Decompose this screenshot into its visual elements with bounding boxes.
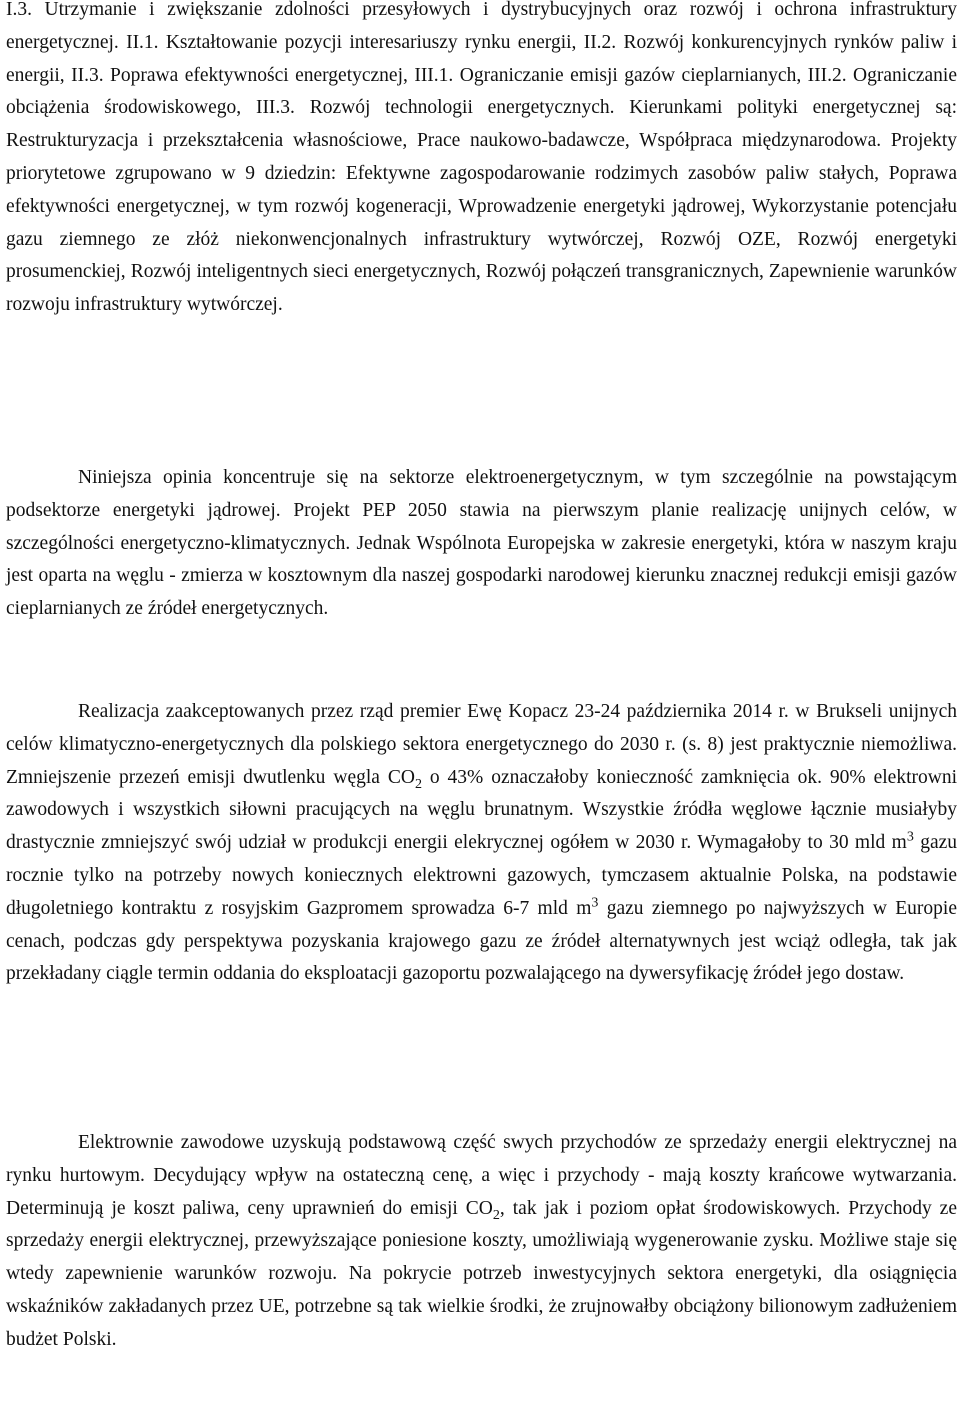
paragraph-3 [6,696,957,991]
subscript: 2 [492,1206,500,1223]
paragraph-text: Elektrownie zawodowe uzyskują podstawową część swych przychodów ze sprzedaży energii elektrycznej na rynku hurtowym. Decydujący wpływ na ostateczną cenę, a więc i przychody - mają koszty krańcowe wytwarzania. Determinują je koszt paliwa, ceny uprawnień do emisji CO [6,1132,957,1219]
paragraph-4 [6,1127,957,1357]
paragraph-text: gazu rocznie tylko na potrzeby nowych koniecznych elektrowni gazowych, tymczasem aktualnie Polska, na podstawie długoletniego kontraktu z rosyjskim Gazpromem sprowadza 6-7 mld m [6,832,958,919]
subscript: 2 [414,775,422,792]
paragraph-text: o 43% oznaczałoby konieczność zamknięcia ok. 90% elektrowni zawodowych i wszystkich siłowni pracujących na węglu brunatnym. Wszystkie źródła węglowe łącznie musiałyby drastycznie zmniejszyć swój udział w produkcji energii elekrycznej ogółem w 2030 r. Wymagałoby to 30 mld m [6,766,957,854]
paragraph-2 [6,462,957,626]
paragraph-text: I.3. Utrzymanie i zwiększanie zdolności przesyłowych i dystrybucyjnych oraz rozwój i ochrona infrastruktury energetycznej. II.1. Kształtowanie pozycji interesariuszy rynku energii, II.2. Rozwój konkurencyjnych rynków paliw i energii, II.3. Poprawa efektywności energetycznej, III.1. Ograniczanie emisji gazów cieplarnianych, III.2. Ograniczanie obciążenia środowiskowego, III.3. Rozwój technologii energetycznych. Kierunkami polityki energetycznej są: Restrukturyzacja i przekształcenia własnościowe, Prace naukowo-badawcze, Współpraca międzynarodowa. Projekty priorytetowe zgrupowano w 9 dziedzin: Efektywne zagospodarowanie rodzimych zasobów paliw stałych, Poprawa efektywności energetycznej, w tym rozwój kogeneracji, Wprowadzenie energetyki jądrowej, Wykorzystanie potencjału gazu ziemnego ze złóż niekonwencjonalnych infrastruktury wytwórczej, Rozwój OZE, Rozwój energetyki prosumenckiej, Rozwój inteligentnych sieci energetycznych, Rozwój połączeń transgranicznych, Zapewnienie warunków rozwoju infrastruktury wytwórczej. [6,0,957,316]
paragraph-text: gazu ziemnego po najwyższych w Europie cenach, podczas gdy perspektywa pozyskania krajowego gazu ze źródeł alternatywnych jest wciąż odległa, tak jak przekładany ciągle termin oddania do eksploatacji gazoportu pozwalającego na dywersyfikację źródeł jego dostaw. [6,897,957,985]
superscript: 3 [906,828,914,845]
superscript: 3 [591,894,599,911]
paragraph-text: , tak jak i poziom opłat środowiskowych. Przychody ze sprzedaży energii elektrycznej, przewyższające poniesione koszty, umożliwiają wygenerowanie zysku. Możliwe staje się wtedy zapewnienie warunków rozwoju. Na pokrycie potrzeb inwestycyjnych sektora energetyki, dla osiągnięcia wskaźników zakładanych przez UE, potrzebne są tak wielkie środki, że zrujnowałby obciążony bilionowym zadłużeniem budżet Polski. [6,1197,957,1350]
paragraph-text: Niniejsza opinia koncentruje się na sektorze elektroenergetycznym, w tym szczególnie na powstającym podsektorze energetyki jądrowej. Projekt PEP 2050 stawia na pierwszym planie realizację unijnych celów, w szczególności energetyczno-klimatycznych. Jednak Wspólnota Europejska w zakresie energetyki, która w naszym kraju jest oparta na węglu - zmierza w kosztownym dla naszej gospodarki narodowej kierunku znacznej redukcji emisji gazów cieplarnianych ze źródeł energetycznych. [6,467,957,620]
paragraph-1 [6,0,957,322]
paragraph-text: Realizacja zaakceptowanych przez rząd premier Ewę Kopacz 23-24 października 2014 r. w Brukseli unijnych celów klimatyczno-energetycznych dla polskiego sektora energetycznego do 2030 r. (s. 8) jest praktycznie niemożliwa. Zmniejszenie przezeń emisji dwutlenku węgla CO [6,701,957,788]
